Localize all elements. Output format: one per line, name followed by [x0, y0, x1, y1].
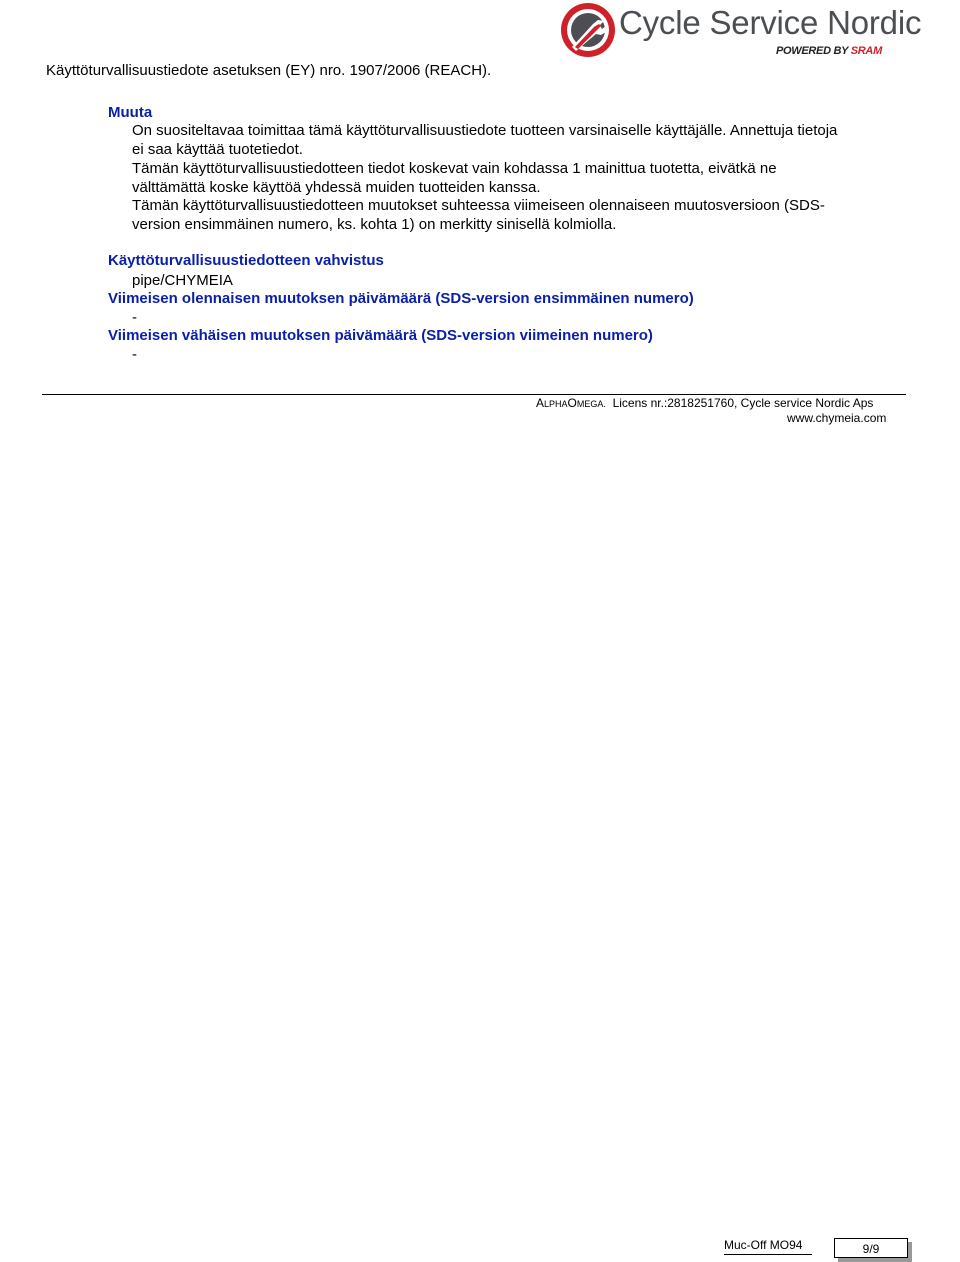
section-heading-vahvistus: Käyttöturvallisuustiedotteen vahvistus: [108, 252, 384, 269]
footer-divider: [42, 394, 906, 395]
section-heading-vahainen: Viimeisen vähäisen muutoksen päivämäärä (SDS-version viimeinen numero): [108, 327, 653, 344]
powered-by-sram: [776, 45, 882, 57]
muuta-line: version ensimmäinen numero, ks. kohta 1) on merkitty sinisellä kolmiolla.: [132, 216, 617, 233]
page-number: 9/9: [834, 1238, 908, 1258]
section-heading-olennainen: Viimeisen olennaisen muutoksen päivämäärä (SDS-version ensimmäinen numero): [108, 290, 694, 307]
vahvistus-value: pipe/CHYMEIA: [132, 272, 233, 289]
olennainen-value: -: [132, 309, 137, 326]
license-line: [536, 396, 873, 410]
bicycle-wrench-logo-icon: [558, 0, 618, 60]
section-heading-muuta: Muuta: [108, 104, 153, 121]
alpha-a: A: [536, 396, 545, 410]
license-text: Licens nr.:2818251760, Cycle service Nordic Aps: [612, 396, 874, 410]
website-link[interactable]: www.chymeia.com: [787, 411, 887, 425]
product-underline: [724, 1254, 812, 1255]
vahainen-value: -: [132, 346, 137, 363]
brand-name: Cycle Service Nordic: [619, 4, 922, 41]
muuta-line: Tämän käyttöturvallisuustiedotteen muutokset suhteessa viimeiseen olennaiseen muutosversioon (SDS-: [132, 197, 825, 214]
muuta-line: Tämän käyttöturvallisuustiedotteen tiedot koskevat vain kohdassa 1 mainittua tuotetta, eivätkä ne: [132, 160, 777, 177]
muuta-line: On suositeltavaa toimittaa tämä käyttöturvallisuustiedote tuotteen varsinaiselle käyttäjälle. Annettuja tietoja: [132, 122, 838, 139]
muuta-line: välttämättä koske käyttöä yhdessä muiden tuotteiden kanssa.: [132, 179, 541, 196]
sram-brand: SRAM: [850, 45, 882, 57]
powered-prefix: POWERED BY: [776, 45, 848, 57]
alpha-o: O: [567, 396, 577, 410]
document-title: Käyttöturvallisuustiedote asetuksen (EY) nro. 1907/2006 (REACH).: [46, 62, 492, 79]
product-name: Muc-Off MO94: [724, 1238, 803, 1252]
alpha-mega: MEGA.: [576, 399, 606, 409]
muuta-line: ei saa käyttää tuotetiedot.: [132, 141, 303, 158]
alpha-lpha: LPHA: [544, 399, 568, 409]
